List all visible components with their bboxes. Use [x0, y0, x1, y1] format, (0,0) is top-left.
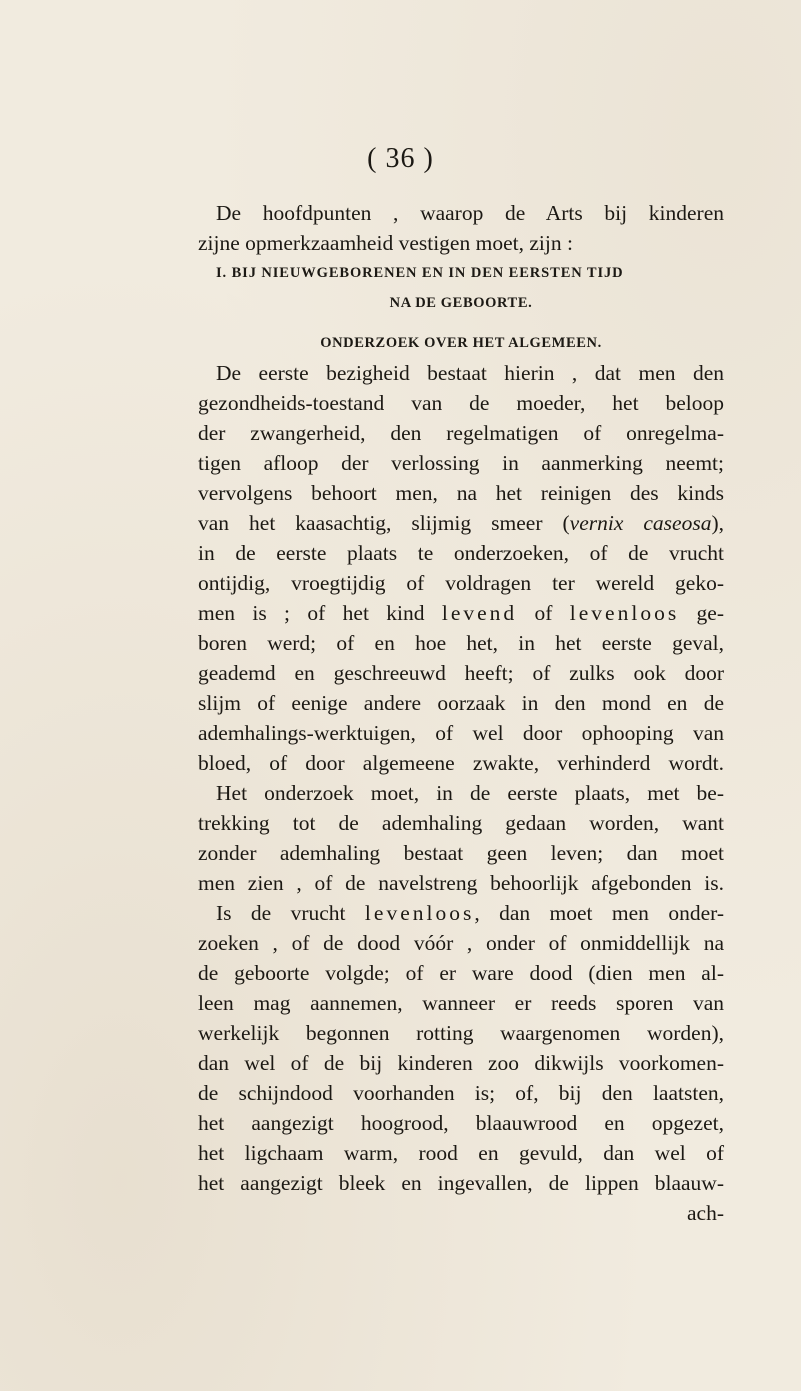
para1-line: vervolgens behoort men, na het reinigen des kinds [198, 481, 724, 505]
para1-line: boren werd; of en hoe het, in het eerste geval, [198, 631, 724, 655]
emphasis-spaced: levend [441, 601, 518, 625]
emphasis-spaced: levenloos [364, 901, 475, 925]
para1-line: ontijdig, vroegtijdig of voldragen ter wereld geko- [198, 571, 724, 595]
para1-line: geademd en geschreeuwd heeft; of zulks ook door [198, 661, 724, 685]
text-run: ), [711, 511, 724, 535]
para3-line: leen mag aannemen, wanneer er reeds sporen van [198, 991, 724, 1015]
para1-line [198, 598, 724, 628]
para1-line: tigen afloop der verlossing in aanmerking neemt; [198, 451, 724, 475]
page-body [198, 198, 724, 1228]
para1-line: slijm of eenige andere oorzaak in den mond en de [198, 691, 724, 715]
para3-line: de geboorte volgde; of er ware dood (dien men al- [198, 961, 724, 985]
para3-line: dan wel of de bij kinderen zoo dikwijls voorkomen- [198, 1051, 724, 1075]
para3-line: het aangezigt bleek en ingevallen, de lippen blaauw- [198, 1171, 724, 1195]
para1-line: gezondheids-toestand van de moeder, het beloop [198, 391, 724, 415]
para2-line: Het onderzoek moet, in de eerste plaats, met be- [216, 781, 724, 805]
para3-line: zoeken , of de dood vóór , onder of onmiddellijk na [198, 931, 724, 955]
latin-term: vernix caseosa [569, 511, 712, 535]
para2-line: zonder ademhaling bestaat geen leven; dan moet [198, 841, 724, 865]
para1-line: in de eerste plaats te onderzoeken, of de vrucht [198, 541, 724, 565]
text-run: van het kaasachtig, slijmig smeer ( [198, 511, 570, 535]
page-number: ( 36 ) [367, 143, 434, 174]
para3-line: het aangezigt hoogrood, blaauwrood en opgezet, [198, 1111, 724, 1135]
para1-line: bloed, of door algemeene zwakte, verhinderd wordt. [198, 751, 724, 775]
subheading: ONDERZOEK OVER HET ALGEMEEN. [320, 335, 602, 351]
emphasis-spaced: levenloos [569, 601, 680, 625]
para1-line [198, 508, 724, 538]
para3-line: het ligchaam warm, rood en gevuld, dan wel of [198, 1141, 724, 1165]
para3-line: werkelijk begonnen rotting waargenomen worden), [198, 1021, 724, 1045]
para1-line: De eerste bezigheid bestaat hierin , dat men den [216, 361, 724, 385]
text-run: of [517, 601, 570, 625]
intro-line-2: zijne opmerkzaamheid vestigen moet, zijn : [198, 231, 573, 255]
text-run: Is de vrucht [216, 901, 365, 925]
para2-line: men zien , of de navelstreng behoorlijk afgebonden is. [198, 871, 724, 895]
text-run: ge- [679, 601, 724, 625]
text-run: , dan moet men onder- [474, 901, 724, 925]
section-heading-line-2: NA DE GEBOORTE. [389, 295, 533, 311]
para1-line: der zwangerheid, den regelmatigen of onregelma- [198, 421, 724, 445]
para3-line [198, 898, 724, 928]
para1-line: ademhalings-werktuigen, of wel door ophooping van [198, 721, 724, 745]
para3-line: de schijndood voorhanden is; of, bij den laatsten, [198, 1081, 724, 1105]
catchword: ach- [687, 1201, 724, 1225]
section-heading-line-1: I. BIJ NIEUWGEBORENEN EN IN DEN EERSTEN TIJD [216, 265, 624, 281]
text-run: men is ; of het kind [198, 601, 442, 625]
para2-line: trekking tot de ademhaling gedaan worden, want [198, 811, 724, 835]
intro-line-1: De hoofdpunten , waarop de Arts bij kinderen [216, 201, 724, 225]
